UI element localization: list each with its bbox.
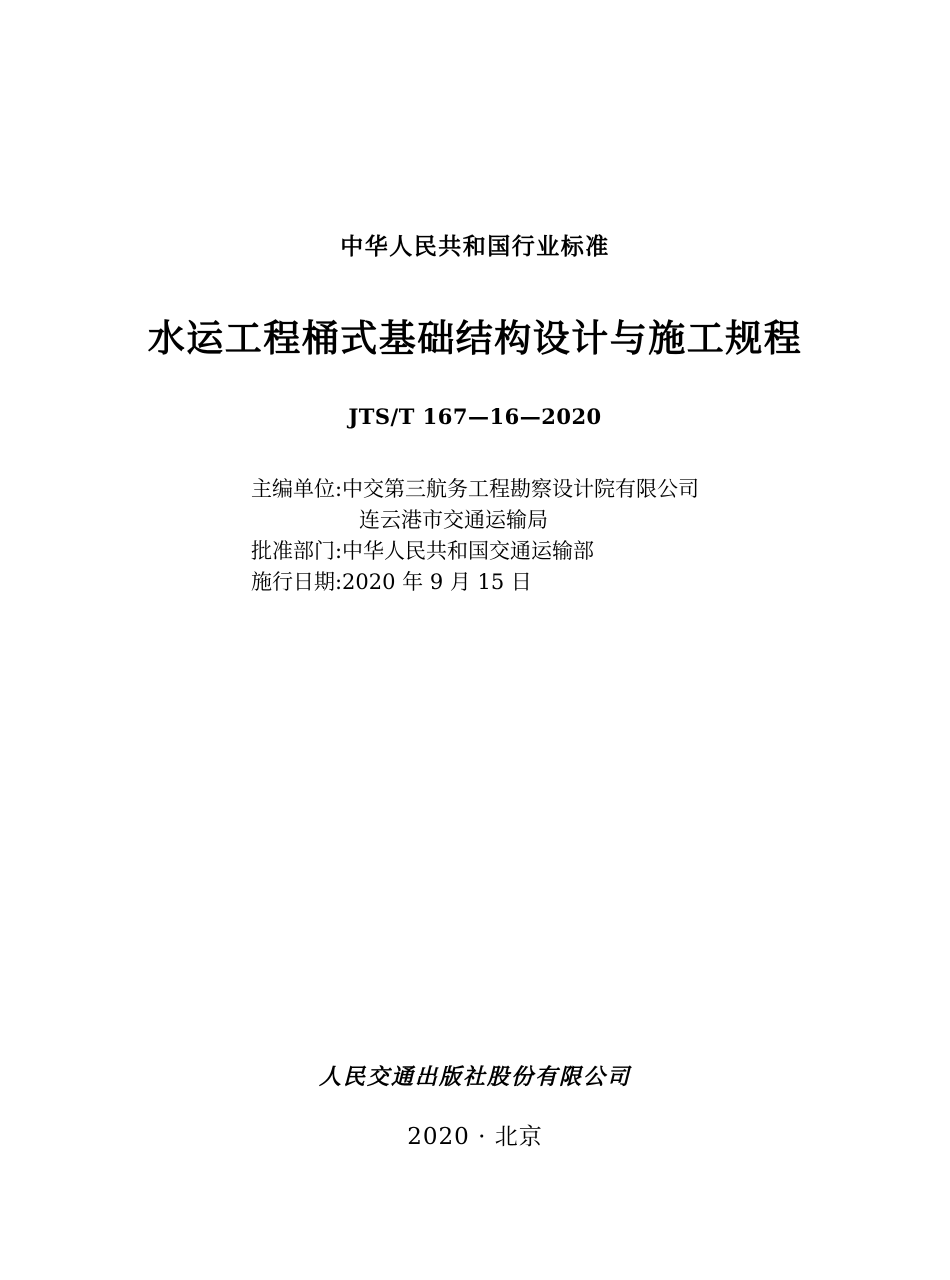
publisher-name: 人民交通出版社股份有限公司	[318, 1065, 631, 1090]
metadata-row	[251, 567, 699, 598]
metadata-value: 中交第三航务工程勘察设计院有限公司	[342, 477, 700, 501]
metadata-row	[251, 505, 699, 536]
metadata-value: 2020 年 9 月 15 日	[342, 570, 532, 595]
metadata-label: 批准部门:	[250, 539, 343, 564]
publication-place-year: 2020 · 北京	[407, 1124, 543, 1150]
metadata-block	[251, 474, 699, 598]
metadata-value: 连云港市交通运输局	[358, 508, 548, 533]
metadata-row	[251, 536, 699, 567]
title-block	[0, 0, 950, 598]
page-title: 水运工程桶式基础结构设计与施工规程	[147, 317, 803, 360]
standard-category: 中华人民共和国行业标准	[340, 234, 610, 260]
metadata-label: 主编单位:	[250, 477, 343, 501]
metadata-value: 中华人民共和国交通运输部	[342, 539, 595, 564]
standard-code: JTS/T 167—16—2020	[348, 404, 602, 429]
metadata-label: 施行日期:	[250, 570, 343, 595]
metadata-row	[251, 474, 699, 505]
